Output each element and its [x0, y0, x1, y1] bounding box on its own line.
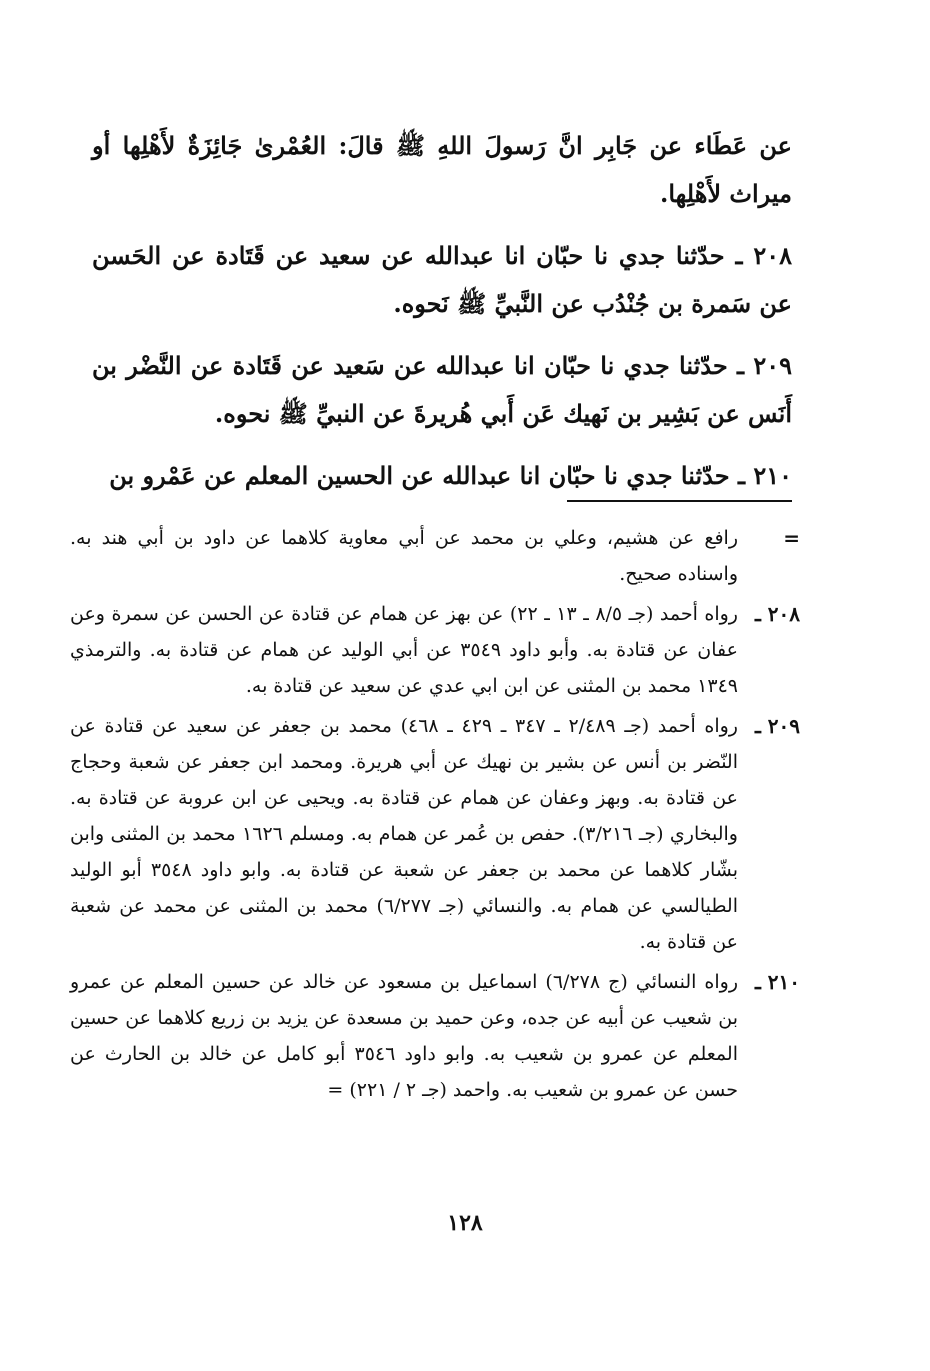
- hadith-number: ٢٠٨ ـ: [735, 241, 793, 270]
- footnote-text: رواه أحمد (جـ ٨/٥ ـ ١٣ ـ ٢٢) عن بهز عن همام عن قتادة عن الحسن عن سمرة وعن عفان عن قتادة به. وأبو داود ٣٥٤٩ عن أبي الوليد عن همام عن قتادة به. والترمذي ١٣٤٩ محمد بن المثنى عن ابن ابي عدي عن سعيد عن قتادة به.: [70, 603, 738, 697]
- footnote-text: رواه النسائي (ج ٦/٢٧٨) اسماعيل بن مسعود عن خالد عن حسين المعلم عن عمرو بن شعيب عن أبيه عن جده، وعن حميد بن مسعدة عن يزيد بن زريع كلاهما عن حسين المعلم عن عمرو بن شعيب به. وابو داود ٣٥٤٦ أبو كامل عن خالد بن الحارث عن حسن عن عمرو بن شعيب به. واحمد (جـ ٢ / ٢٢١) =: [70, 971, 738, 1101]
- footnote-text: رواه أحمد (جـ ٢/٤٨٩ ـ ٣٤٧ ـ ٤٢٩ ـ ٤٦٨) محمد بن جعفر عن سعيد عن قتادة عن النّضر بن أنس عن بشير بن نهيك عن أبي هريرة. ومحمد ابن جعفر عن شعبة وحجاج عن قتادة به. وبهز وعفان عن همام عن قتادة به. ويحيى عن ابن عروبة عن قتادة به. والبخاري (جـ ٣/٢١٦). حفص بن عُمر عن همام به. ومسلم ١٦٢٦ محمد بن المثنى وابن بشّار كلاهما عن محمد بن جعفر عن شعبة عن قتادة به. وابو داود ٣٥٤٨ أبو الوليد الطيالسي عن همام به. والنسائي (جـ ٦/٢٧٧) محمد بن المثنى عن محمد عن شعبة عن قتادة به.: [70, 715, 738, 953]
- footnote-number: ٢٠٨ ـ: [754, 602, 800, 626]
- footnotes: [70, 520, 800, 1112]
- hadith-text: حدّثنا جدي نا حبّان انا عبدالله عن سعيد عن قَتَادة عن الحَسن عن سَمرة بن جُنْدُب عن النَّبيِّ ﷺ نَحوه.: [92, 241, 792, 318]
- main-text: [92, 122, 792, 514]
- footnote-separator: [567, 500, 792, 502]
- footnote-text: رافع عن هشيم، وعلي بن محمد عن أبي معاوية كلاهما عن داود بن أبي هند به. واسناده صحيح.: [70, 527, 738, 585]
- footnote: [70, 964, 800, 1108]
- footnote: [70, 596, 800, 704]
- hadith-paragraph: [92, 232, 792, 328]
- hadith-paragraph: [92, 122, 792, 218]
- page-number: ١٢٨: [447, 1210, 483, 1236]
- footnote-number: ٢٠٩ ـ: [754, 714, 800, 738]
- footnote-number: ٢١٠ ـ: [754, 970, 800, 994]
- hadith-text: حدّثنا جدي نا حبّان انا عبدالله عن الحسين المعلم عن عَمْرو بن: [109, 461, 730, 490]
- hadith-paragraph: [92, 452, 792, 500]
- hadith-text: حدّثنا جدي نا حبّان انا عبدالله عن سَعيد عن قَتَادة عن النَّضْر بن أَنَس عن بَشِير بن نَهيك عَن أَبي هُريرةَ عن النبيِّ ﷺ نحوه.: [92, 351, 792, 428]
- footnote: [70, 708, 800, 960]
- hadith-paragraph: [92, 342, 792, 438]
- footnote-number: =: [783, 526, 800, 550]
- hadith-number: ٢١٠ ـ: [737, 461, 792, 490]
- hadith-text: عن عَطَاء عن جَابِر انَّ رَسولَ اللهِ ﷺ قالَ: العُمْرىٰ جَائِزَةٌ لأَهْلِها أو ميراث لأَهْلِها.: [92, 131, 792, 208]
- hadith-number: ٢٠٩ ـ: [737, 351, 793, 380]
- footnote: [70, 520, 800, 592]
